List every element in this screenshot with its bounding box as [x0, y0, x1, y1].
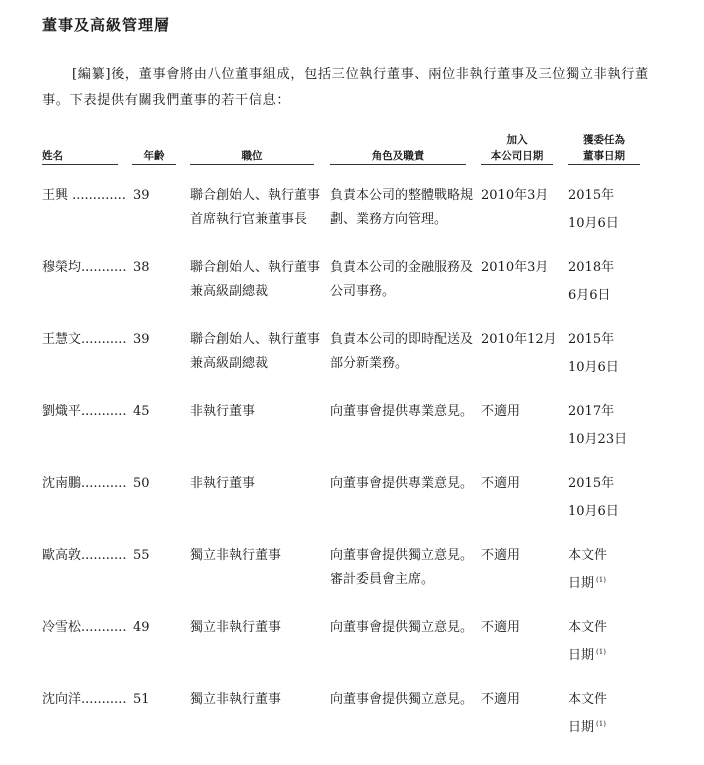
appointment-line	[568, 280, 614, 308]
appointment-text: 10月23日	[568, 432, 628, 447]
appointment-line	[568, 424, 629, 452]
header-underline	[568, 164, 640, 165]
director-position	[190, 616, 281, 640]
header-name: 姓名	[42, 150, 63, 162]
table-row	[0, 472, 704, 522]
intro-text: 後，董事會將由八位董事組成，包括三位執行董事、兩位非執行董事及三位獨立非執行董事。下表提供有關我們董事的若干信息：	[42, 67, 649, 108]
table-row	[0, 184, 704, 234]
section-title: 董事及高級管理層	[42, 16, 171, 34]
join-date: 2010年3月	[481, 260, 549, 275]
join-date: 不適用	[481, 548, 521, 563]
director-position	[190, 472, 255, 496]
director-age: 50	[133, 476, 150, 491]
join-date: 不適用	[481, 476, 521, 491]
appointment-line: 本文件	[568, 620, 608, 635]
director-role	[330, 688, 473, 712]
header-underline	[190, 164, 314, 165]
director-role	[330, 544, 473, 592]
join-date: 2010年3月	[481, 188, 549, 203]
appointment-line: 本文件	[568, 548, 608, 563]
appointment-line: 2015年	[568, 332, 615, 347]
intro-paragraph	[42, 62, 662, 114]
join-date: 不適用	[481, 620, 521, 635]
role-line: 向董事會提供獨立意見。	[330, 692, 474, 707]
director-role	[330, 184, 473, 232]
appointment-date	[568, 472, 621, 524]
director-position	[190, 256, 320, 304]
director-age: 51	[133, 692, 150, 707]
appointment-date	[568, 544, 607, 596]
header-age: 年齡	[143, 150, 165, 162]
appointment-line	[568, 712, 607, 740]
appointment-line: 2017年	[568, 404, 615, 419]
director-position	[190, 328, 320, 376]
header-underline	[132, 164, 176, 165]
table-row	[0, 328, 704, 378]
appointment-date	[568, 400, 629, 452]
role-line: 公司事務。	[330, 284, 396, 299]
role-line: 向董事會提供獨立意見。	[330, 620, 474, 635]
director-position	[190, 400, 255, 424]
appointment-line: 2015年	[568, 188, 615, 203]
appointment-line	[568, 640, 607, 668]
position-line: 兼高級副總裁	[190, 356, 269, 371]
table-row	[0, 616, 704, 666]
table-row	[0, 400, 704, 450]
appointment-line	[568, 208, 621, 236]
role-line: 部分新業務。	[330, 356, 409, 371]
director-role	[330, 256, 473, 304]
appointment-text: 日期	[568, 720, 595, 735]
appointment-text: 10月6日	[568, 216, 619, 231]
header-appointment-date	[568, 132, 640, 164]
role-line: 負責本公司的金融服務及	[330, 260, 474, 275]
position-line: 非執行董事	[190, 404, 256, 419]
table-row	[0, 688, 704, 738]
appointment-text: 6月6日	[568, 288, 611, 303]
appointment-line	[568, 568, 607, 596]
position-line: 兼高級副總裁	[190, 284, 269, 299]
director-position	[190, 544, 281, 568]
position-line: 獨立非執行董事	[190, 692, 282, 707]
director-age: 38	[133, 260, 150, 275]
appointment-line: 2018年	[568, 260, 615, 275]
header-join-line1: 加入	[506, 134, 528, 146]
position-line: 聯合創始人、執行董事	[190, 188, 321, 203]
appointment-date	[568, 616, 607, 668]
header-join-line2: 本公司日期	[490, 150, 544, 162]
footnote-marker: (1)	[596, 720, 606, 728]
join-date: 不適用	[481, 692, 521, 707]
director-age: 55	[133, 548, 150, 563]
position-line: 獨立非執行董事	[190, 548, 282, 563]
position-line: 獨立非執行董事	[190, 620, 282, 635]
redacted-marker: [編纂]	[72, 67, 112, 82]
director-name: 王慧文...........	[42, 332, 127, 347]
appointment-line: 本文件	[568, 692, 608, 707]
director-name: 歐高敦...........	[42, 548, 127, 563]
header-join-date	[481, 132, 553, 164]
director-name: 王興 .............	[42, 188, 126, 203]
header-underline	[330, 164, 466, 165]
director-position	[190, 688, 281, 712]
appointment-date	[568, 688, 607, 740]
header-role: 角色及職責	[371, 150, 425, 162]
role-line: 負責本公司的整體戰略規	[330, 188, 474, 203]
appointment-text: 10月6日	[568, 504, 619, 519]
director-role	[330, 328, 473, 376]
role-line: 負責本公司的即時配送及	[330, 332, 474, 347]
appointment-text: 日期	[568, 648, 595, 663]
position-line: 非執行董事	[190, 476, 256, 491]
role-line: 向董事會提供專業意見。	[330, 404, 474, 419]
footnote-marker: (1)	[596, 648, 606, 656]
appointment-line	[568, 496, 621, 524]
director-role	[330, 472, 473, 496]
appointment-date	[568, 184, 621, 236]
table-row	[0, 256, 704, 306]
director-name: 沈向洋...........	[42, 692, 127, 707]
appointment-date	[568, 328, 621, 380]
role-line: 向董事會提供專業意見。	[330, 476, 474, 491]
director-name: 冷雪松...........	[42, 620, 127, 635]
header-appt-line1: 獲委任為	[583, 134, 625, 146]
role-line: 審計委員會主席。	[330, 572, 435, 587]
table-row	[0, 544, 704, 594]
join-date: 不適用	[481, 404, 521, 419]
appointment-date	[568, 256, 614, 308]
director-age: 39	[133, 188, 150, 203]
header-underline	[42, 164, 118, 165]
join-date: 2010年12月	[481, 332, 557, 347]
header-appt-line2: 董事日期	[583, 150, 625, 162]
director-name: 沈南鵬...........	[42, 476, 127, 491]
appointment-line	[568, 352, 621, 380]
director-role	[330, 400, 473, 424]
position-line: 聯合創始人、執行董事	[190, 260, 321, 275]
position-line: 聯合創始人、執行董事	[190, 332, 321, 347]
director-age: 45	[133, 404, 150, 419]
director-position	[190, 184, 320, 232]
director-age: 49	[133, 620, 150, 635]
appointment-text: 10月6日	[568, 360, 619, 375]
appointment-line: 2015年	[568, 476, 615, 491]
director-name: 穆榮均...........	[42, 260, 127, 275]
header-position: 職位	[241, 150, 263, 162]
role-line: 向董事會提供獨立意見。	[330, 548, 474, 563]
director-age: 39	[133, 332, 150, 347]
header-underline	[481, 164, 553, 165]
director-name: 劉熾平...........	[42, 404, 127, 419]
role-line: 劃、業務方向管理。	[330, 212, 448, 227]
director-role	[330, 616, 473, 640]
footnote-marker: (1)	[596, 576, 606, 584]
position-line: 首席執行官兼董事長	[190, 212, 308, 227]
appointment-text: 日期	[568, 576, 595, 591]
